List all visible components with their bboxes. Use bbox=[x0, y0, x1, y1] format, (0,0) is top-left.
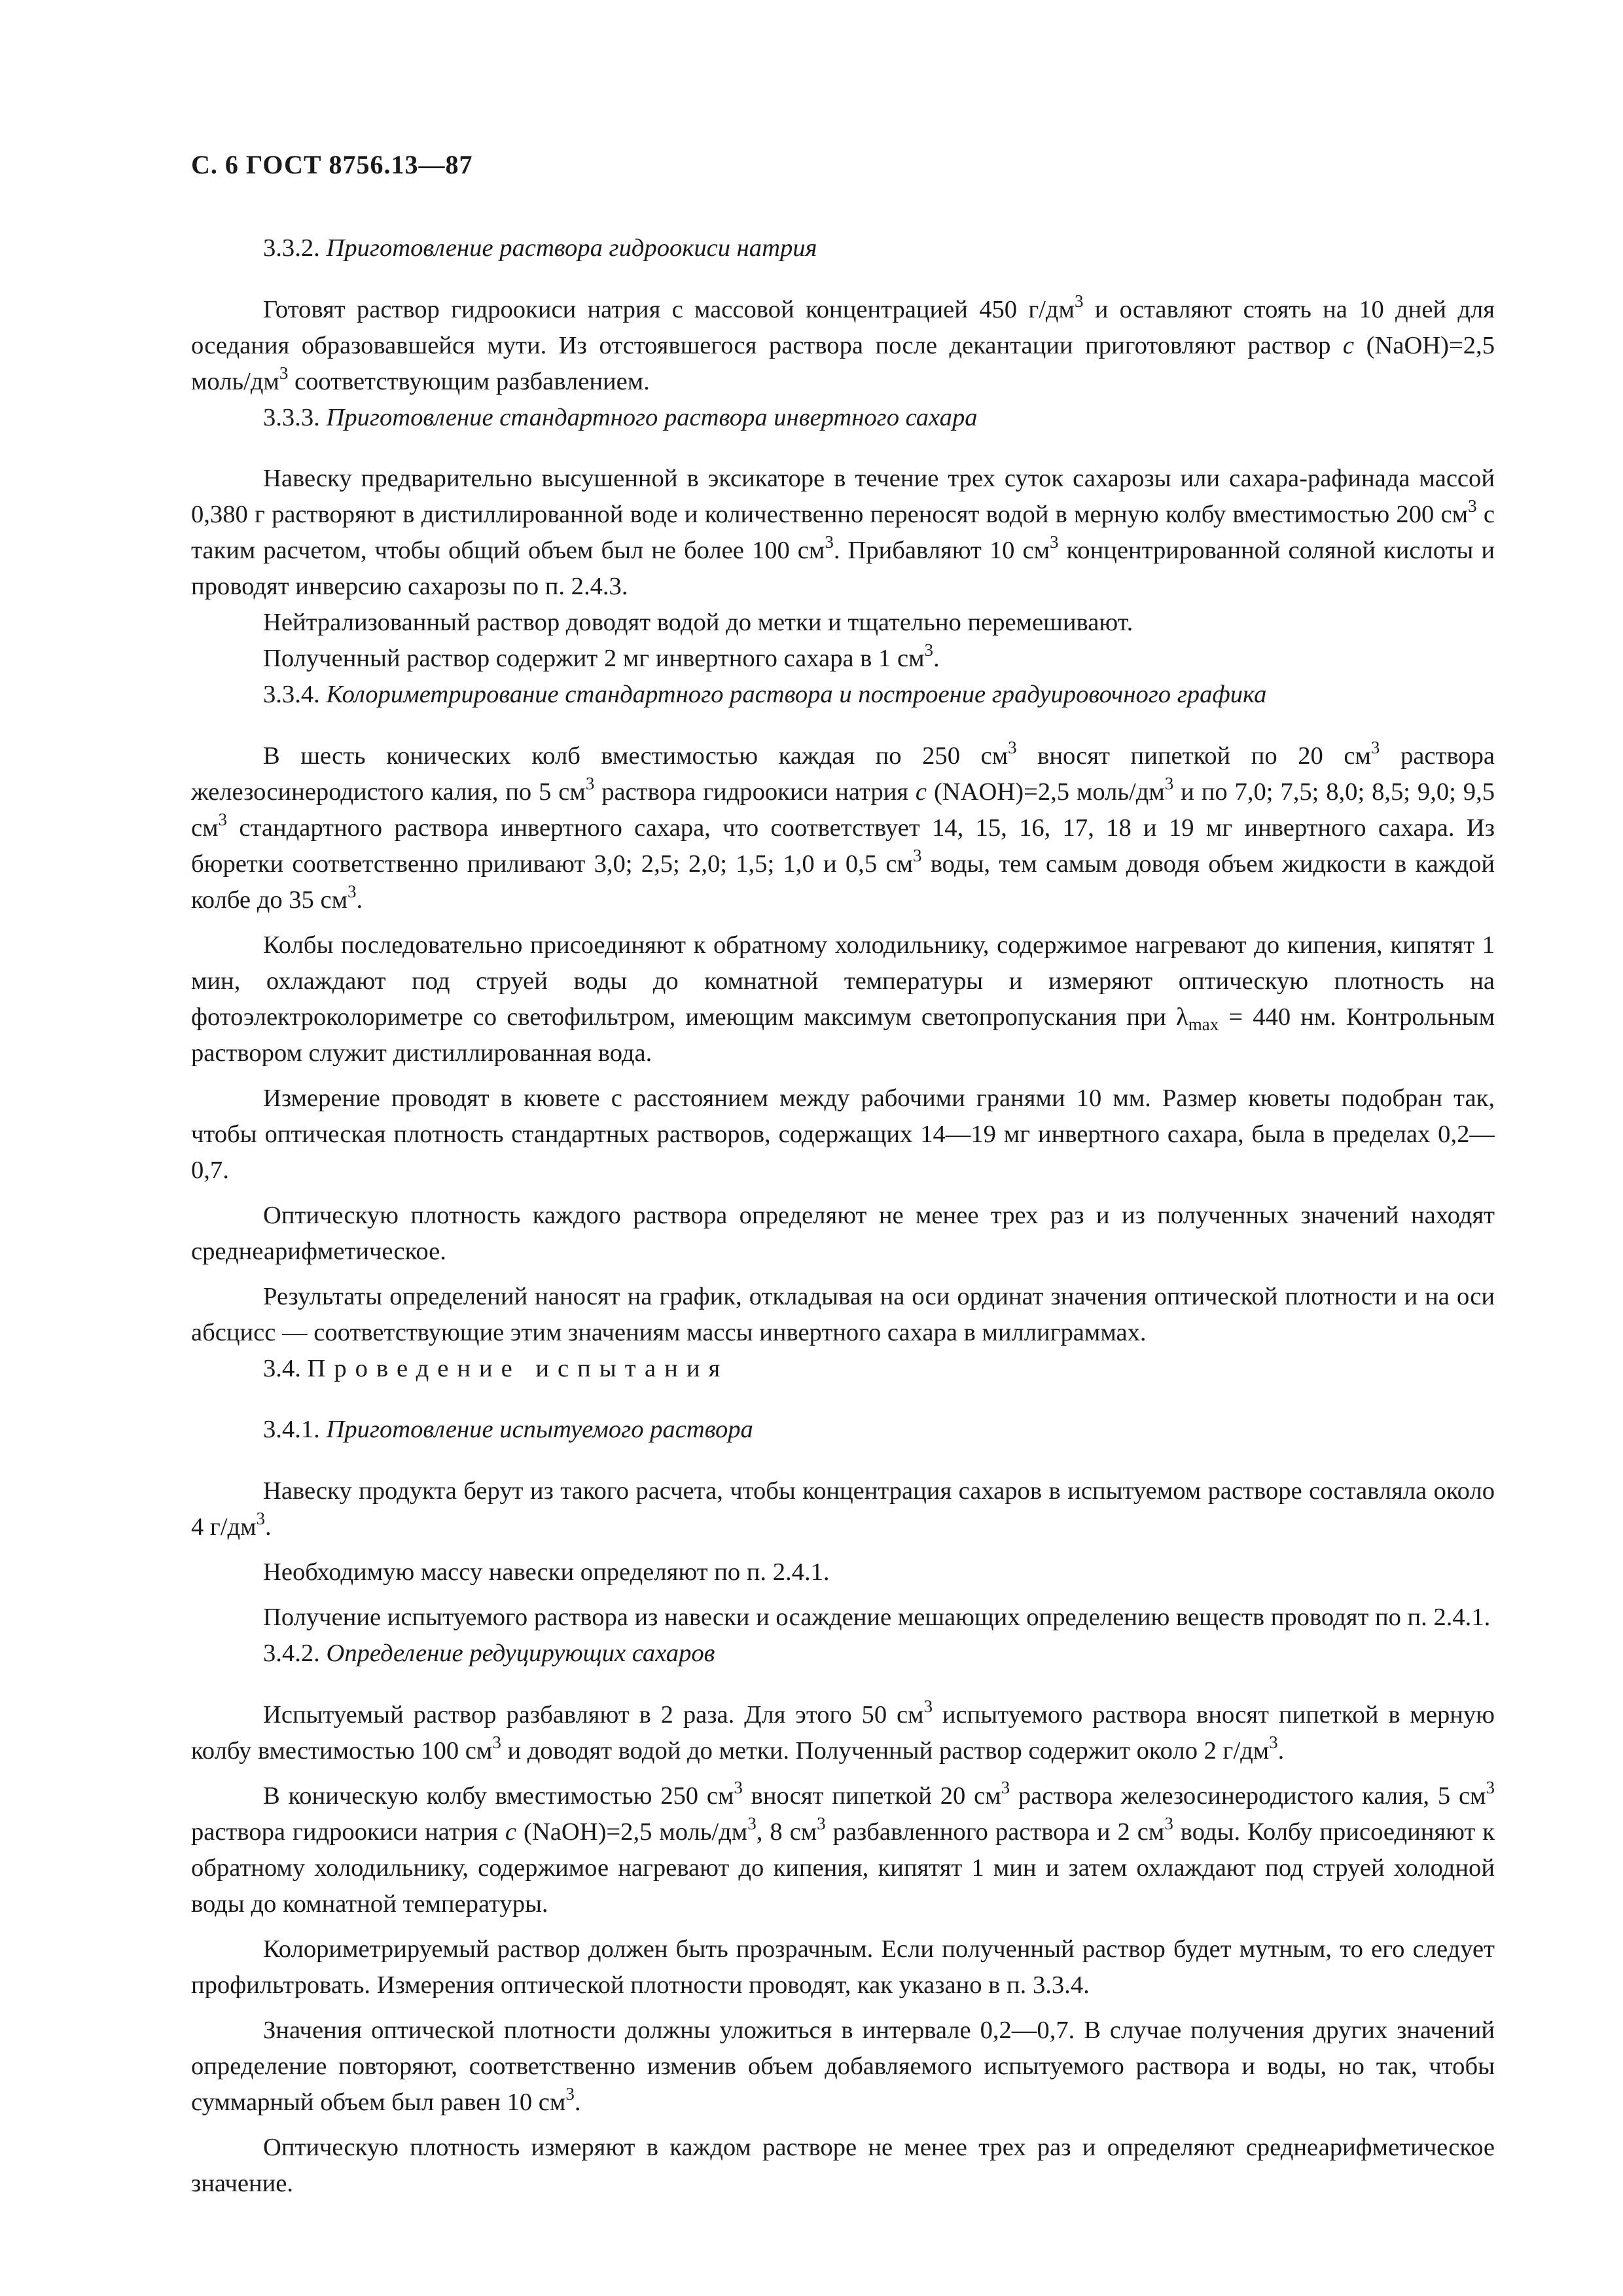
section-heading-3-4-1: 3.4.1. Приготовление испытуемого раствора bbox=[263, 1416, 753, 1444]
paragraph-cuvette: Измерение проводят в кювете с расстоянием между рабочими гранями 10 мм. Размер кюветы подобран так, чтобы оптическая плотность стандартных растворов, содержащих 14—19 мг инвертного сахара, была в пределах 0,2—0,7. bbox=[191, 1084, 1495, 1184]
section-heading-3-4: 3.4. Проведение испытания bbox=[263, 1354, 729, 1382]
paragraph-measure-three-times: Оптическую плотность измеряют в каждом растворе не менее трех раз и определяют среднеарифметическое значение. bbox=[191, 2133, 1495, 2197]
paragraph-dilution: Испытуемый раствор разбавляют в 2 раза. Для этого 50 $см^3$ испытуемого раствора вносят пипеткой в мерную колбу вместимостью 100 $см^3$ и доводят водой до метки. Полученный раствор содержит около 2 $г/дм^3$. bbox=[191, 1696, 1495, 1765]
paragraph-conical-flask: В коническую колбу вместимостью 250 $см^3$ вносят пипеткой 20 $см^3$ раствора железосинеродистого калия, 5 $см^3$ раствора гидроокиси натрия c (NaOH)=2,5 моль/$дм^3$, 8 $см^3$ разбавленного раствора и 2 $см^3$ воды. Колбу присоединяют к обратному холодильнику, содержимое нагревают до кипения, кипятят 1 мин и затем охлаждают под струей холодной воды до комнатной температуры. bbox=[191, 1777, 1495, 1918]
paragraph-six-flasks: В шесть конических колб вместимостью каждая по 250 $см^3$ вносят пипеткой по 20 $см^3$ раствора железосинеродистого калия, по 5 $см^3$ раствора гидроокиси натрия c (NAOH)=2,5 моль/$дм^3$ и по 7,0; 7,5; 8,0; 8,5; 9,0; 9,5 $см^3$ стандартного раствора инвертного сахара, что соответствует 14, 15, 16, 17, 18 и 19 мг инвертного сахара. Из бюретки соответственно приливают 3,0; 2,5; 2,0; 1,5; 1,0 и 0,5 $см^3$ воды, тем самым доводя объем жидкости в каждой колбе до 35 $см^3$. bbox=[191, 737, 1495, 914]
section-heading-3-3-3: 3.3.3. Приготовление стандартного раствора инвертного сахара bbox=[263, 403, 978, 431]
document-body bbox=[191, 230, 1495, 2202]
paragraph-sample-precipitation: Получение испытуемого раствора из навески и осаждение мешающих определению веществ проводят по п. 2.4.1. bbox=[263, 1603, 1491, 1631]
paragraph-solution-contains: Полученный раствор содержит 2 мг инвертного сахара в 1 $см^3$. bbox=[263, 640, 940, 673]
paragraph-flasks-heating: Колбы последовательно присоединяют к обратному холодильнику, содержимое нагревают до кипения, кипятят 1 мин, охлаждают под струей воды до комнатной температуры и измеряют оптическую плотность на фотоэлектроколориметре со светофильтром, имеющим максимум светопропускания при $\lambda_{max} = 440$ нм. Контрольным раствором служит дистиллированная вода. bbox=[191, 931, 1495, 1067]
paragraph-sample-mass: Необходимую массу навески определяют по п. 2.4.1. bbox=[263, 1558, 830, 1586]
paragraph-density-interval: Значения оптической плотности должны уложиться в интервале 0,2—0,7. В случае получения других значений определение повторяют, соответственно изменив объем добавляемого испытуемого раствора и воды, но так, чтобы суммарный объем был равен 10 $см^3$. bbox=[191, 2016, 1495, 2116]
paragraph-sample-calc: Навеску продукта берут из такого расчета, чтобы концентрация сахаров в испытуемом растворе составляла около 4 $г/дм^3$. bbox=[191, 1477, 1495, 1541]
page-header: С. 6 ГОСТ 8756.13—87 bbox=[191, 150, 473, 179]
paragraph-transparent-solution: Колориметрируемый раствор должен быть прозрачным. Если полученный раствор будет мутным, то его следует профильтровать. Измерения оптической плотности проводят, как указано в п. 3.3.4. bbox=[191, 1935, 1495, 1999]
section-heading-3-4-2: 3.4.2. Определение редуцирующих сахаров bbox=[263, 1639, 715, 1667]
paragraph-naoh-preparation: Готовят раствор гидроокиси натрия с массовой концентрацией 450 $г/дм^3$ и оставляют стоять на 10 дней для оседания образовавшейся мути. Из отстоявшегося раствора после декантации приготовляют раствор c (NaOH)=2,5 моль/$дм^3$ соответствующим разбавлением. bbox=[191, 291, 1495, 395]
paragraph-optical-density: Оптическую плотность каждого раствора определяют не менее трех раз и из полученных значений находят среднеарифметическое. bbox=[191, 1201, 1495, 1265]
section-heading-3-3-2: 3.3.2. Приготовление раствора гидроокиси натрия bbox=[263, 234, 817, 262]
section-heading-3-3-4: 3.3.4. Колориметрирование стандартного раствора и построение градуировочного графика bbox=[263, 681, 1267, 709]
paragraph-sucrose-sample: Навеску предварительно высушенной в эксикаторе в течение трех суток сахарозы или сахара-рафинада массой 0,380 г растворяют в дистиллированной воде и количественно переносят водой в мерную колбу вместимостью 200 $см^3$ с таким расчетом, чтобы общий объем был не более 100 $см^3$. Прибавляют 10 $см^3$ концентрированной соляной кислоты и проводят инверсию сахарозы по п. 2.4.3. bbox=[191, 465, 1495, 601]
paragraph-neutralized: Нейтрализованный раствор доводят водой до метки и тщательно перемешивают. bbox=[263, 609, 1133, 637]
paragraph-graph-results: Результаты определений наносят на график, откладывая на оси ординат значения оптической плотности и на оси абсцисс — соответствующие этим значениям массы инвертного сахара в миллиграммах. bbox=[191, 1282, 1495, 1346]
